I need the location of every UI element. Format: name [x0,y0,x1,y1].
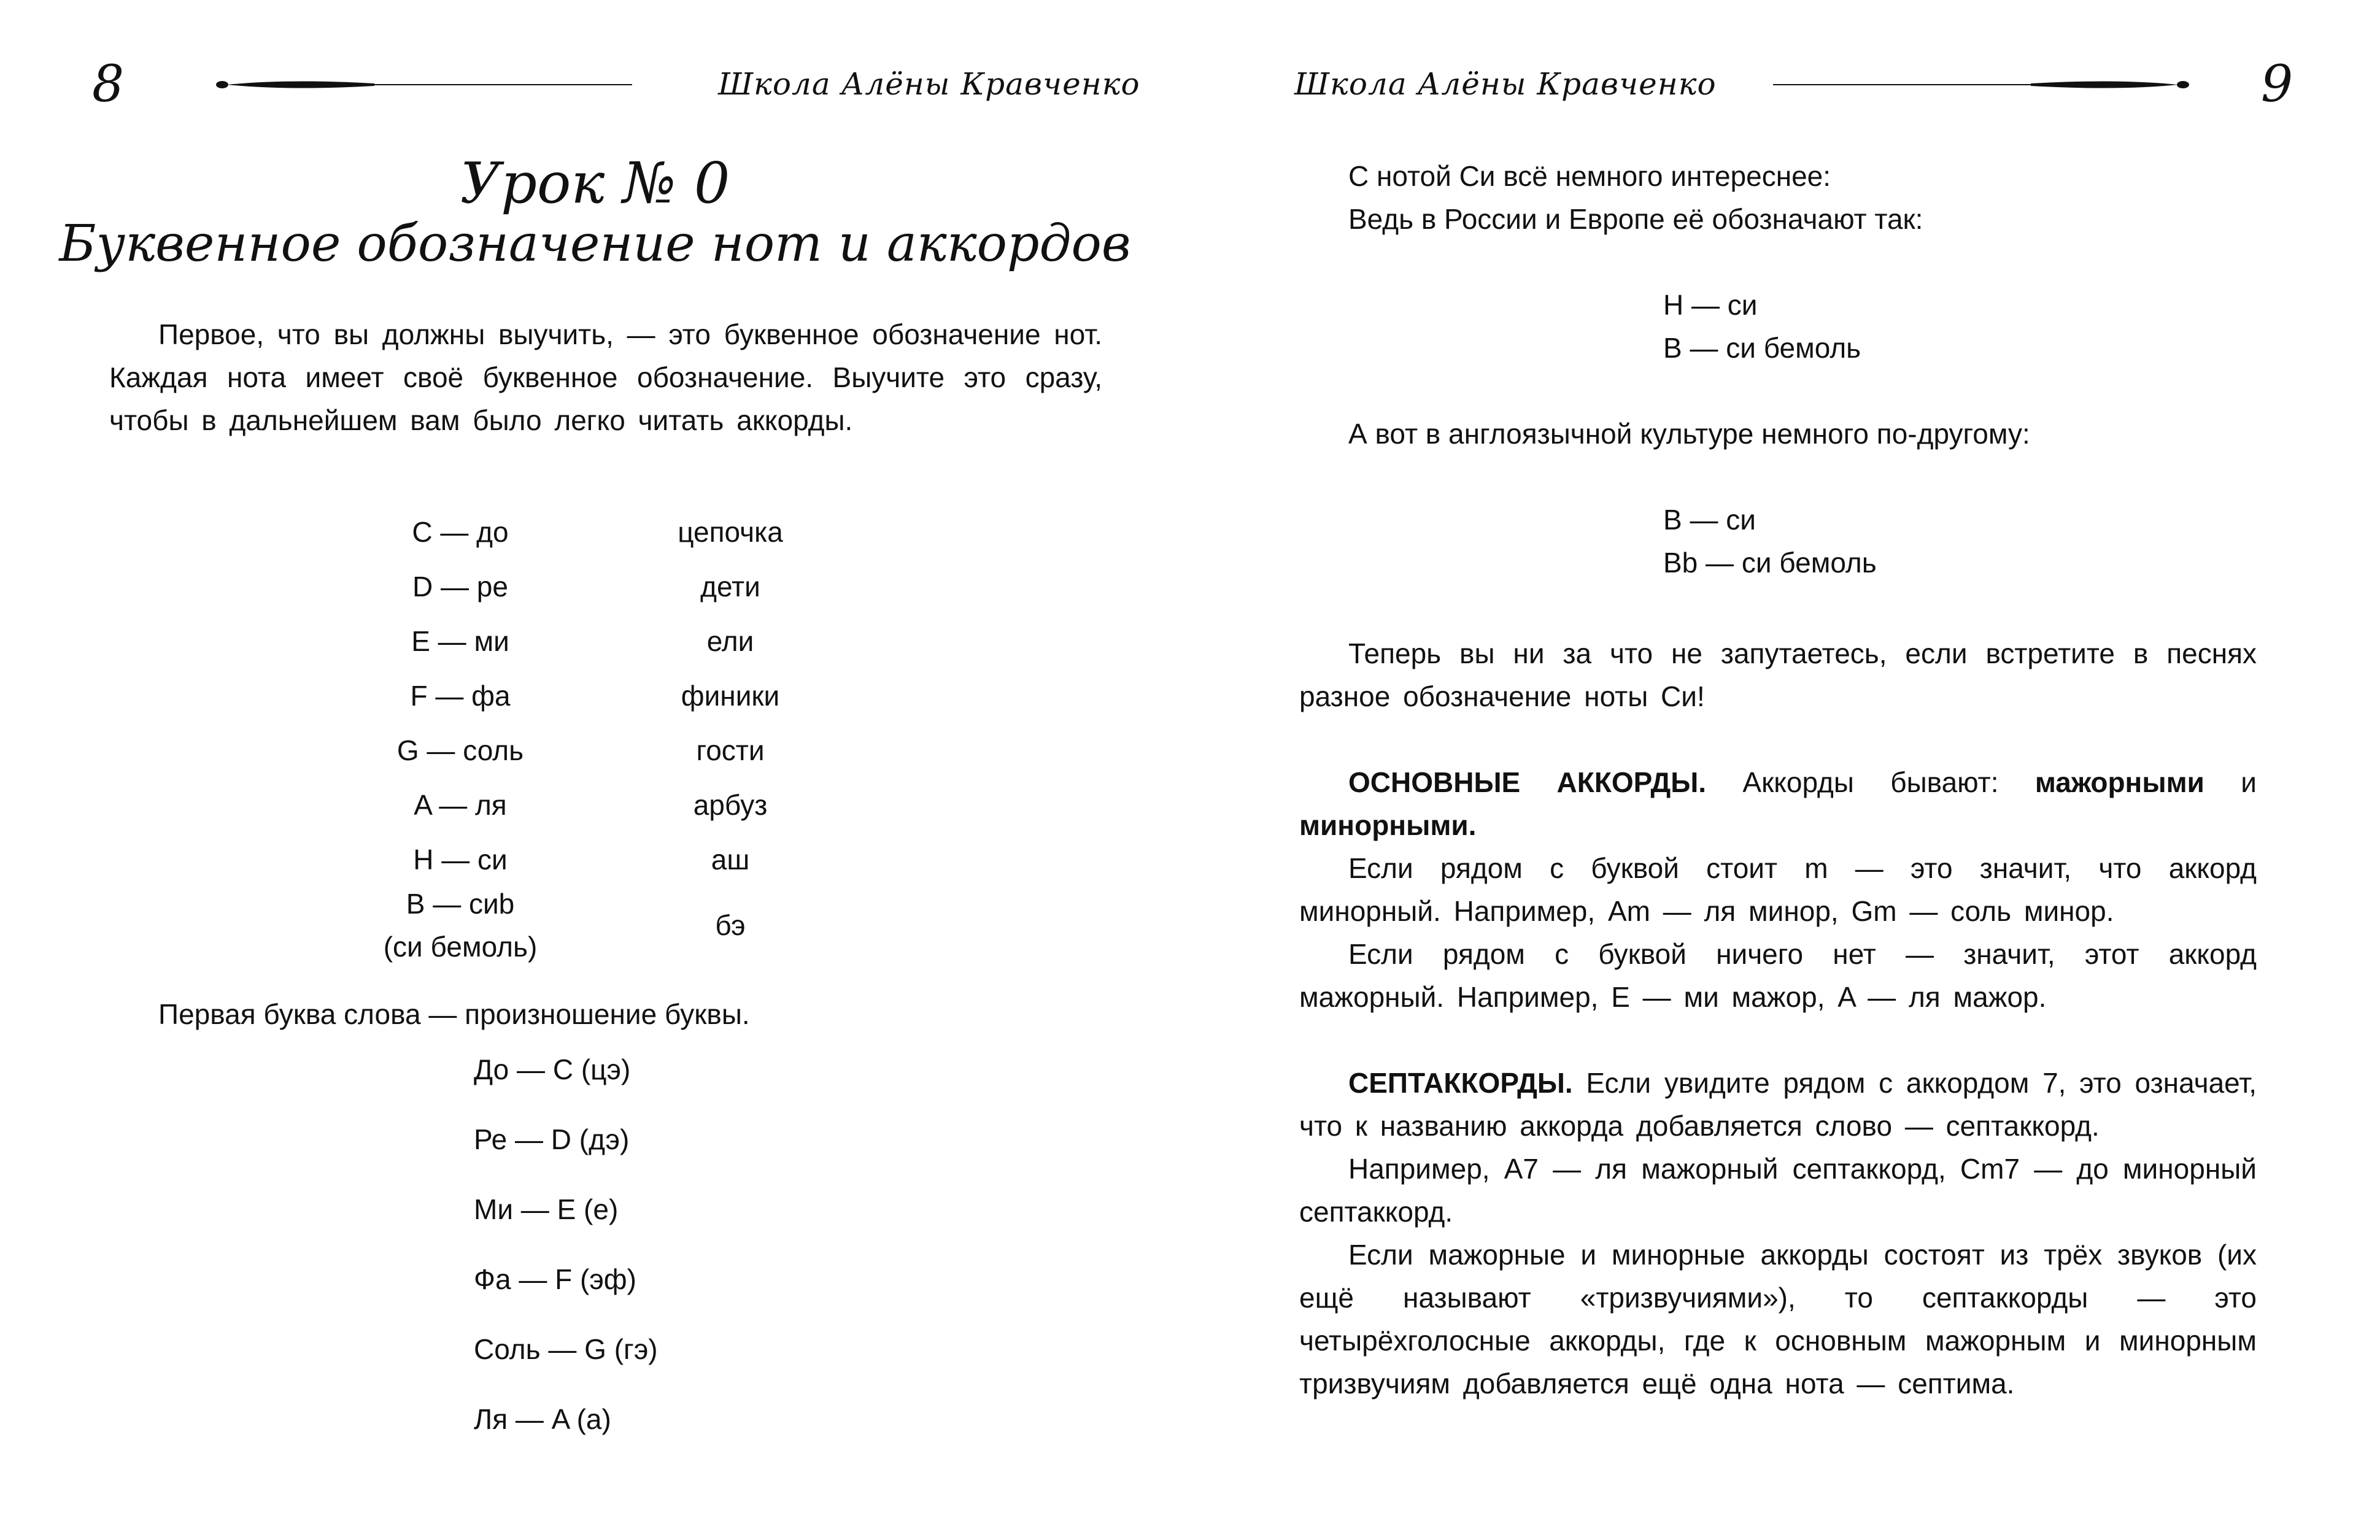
septachords-section [1299,1061,2257,1405]
russia-notation: B — си бемоль [1663,332,1861,364]
septachords-example: Например, A7 — ля мажорный септаккорд, Cm7 — до минорный септаккорд. [1299,1153,2257,1228]
page-number: 8 [92,55,125,114]
main-chords-intro [1299,761,2257,847]
flourish-ornament-left [215,77,632,92]
english-notation: B — си [1663,504,1756,536]
main-chords-heading: ОСНОВНЫЕ АККОРДЫ. [1348,766,1707,798]
conclusion-paragraph [1299,632,2257,718]
lesson-title: Урок № 0 [460,150,730,216]
conclusion-text: Теперь вы ни за что не запутаетесь, если встретите в песнях разное обозначение ноты Си! [1299,637,2257,712]
note-letter: F — фа [410,680,511,712]
note-mnemonic: дети [700,571,760,603]
note-letter: E — ми [411,625,509,657]
note-mnemonic: арбуз [693,789,768,821]
pronunciation-item: Фа — F (эф) [474,1263,636,1295]
running-head: Школа Алёны Кравченко [1294,66,1717,102]
main-chords-text: Аккорды бывают: [1706,766,2035,798]
page-number: 9 [2261,55,2293,114]
septachords-heading: СЕПТАККОРДЫ. [1348,1067,1573,1099]
pronunciation-item: Соль — G (гэ) [474,1333,658,1365]
note-letter: A — ля [414,789,507,821]
septachords-explain: Если мажорные и минорные аккорды состоят из трёх звуков (их ещё называют «тризвучиями»), то септаккорды — это четырёхголосные аккорды, где к основным мажорным и минорным тризвучиям добавляется ещё одна нота — септима. [1299,1239,2257,1399]
note-mnemonic: финики [681,680,780,712]
main-chords-conj: и [2204,766,2257,798]
minor-term: минорными. [1299,809,1477,841]
right-page [1190,0,2380,1540]
minor-rule: Если рядом с буквой стоит m — это значит, что аккорд минорный. Например, Am — ля минор, Gm — соль минор. [1299,852,2257,927]
si-intro-line: С нотой Си всё немного интереснее: [1348,160,1831,192]
english-notation: Bb — си бемоль [1663,547,1877,579]
pronunciation-item: Ми — E (е) [474,1193,619,1225]
lesson-subtitle: Буквенное обозначение нот и аккордов [59,215,1131,273]
running-head: Школа Алёны Кравченко [718,66,1140,102]
pronunciation-item: Ре — D (дэ) [474,1123,630,1155]
note-letter: B — сиb [406,888,515,920]
intro-text: Первое, что вы должны выучить, — это буквенное обозначение нот. Каждая нота имеет своё буквенное обозначение. Выучите это сразу, чтобы в дальнейшем вам было легко читать аккорды. [109,318,1102,436]
pronunciation-item: Ля — A (а) [474,1403,611,1435]
note-mnemonic: бэ [715,909,746,941]
russia-notation: H — си [1663,289,1758,321]
pronunciation-intro: Первая буква слова — произношение буквы. [158,998,750,1030]
major-rule: Если рядом с буквой ничего нет — значит, этот аккорд мажорный. Например, E — ми мажор, A — ля мажор. [1299,938,2257,1013]
note-mnemonic: ели [706,625,754,657]
note-letter-sub: (си бемоль) [383,931,538,963]
septachords-intro [1299,1061,2257,1147]
si-intro-line: Ведь в России и Европе её обозначают так: [1348,203,1923,235]
note-letter: H — си [413,844,508,876]
main-chords-section [1299,761,2257,1018]
note-letter: C — до [412,516,509,548]
note-letter: D — ре [412,571,508,603]
note-letter: G — соль [396,734,524,766]
note-mnemonic: цепочка [678,516,783,548]
note-mnemonic: аш [711,844,750,876]
english-intro: А вот в англоязычной культуре немного по-другому: [1348,418,2030,450]
septachords-text: Если увидите рядом с аккордом 7, это означает, что к названию аккорда добавляется слово — септаккорд. [1299,1067,2257,1142]
intro-paragraph [109,313,1102,442]
major-term: мажорными [2034,766,2204,798]
note-mnemonic: гости [696,734,765,766]
flourish-ornament-right [1773,77,2190,92]
pronunciation-item: До — C (цэ) [474,1053,631,1085]
